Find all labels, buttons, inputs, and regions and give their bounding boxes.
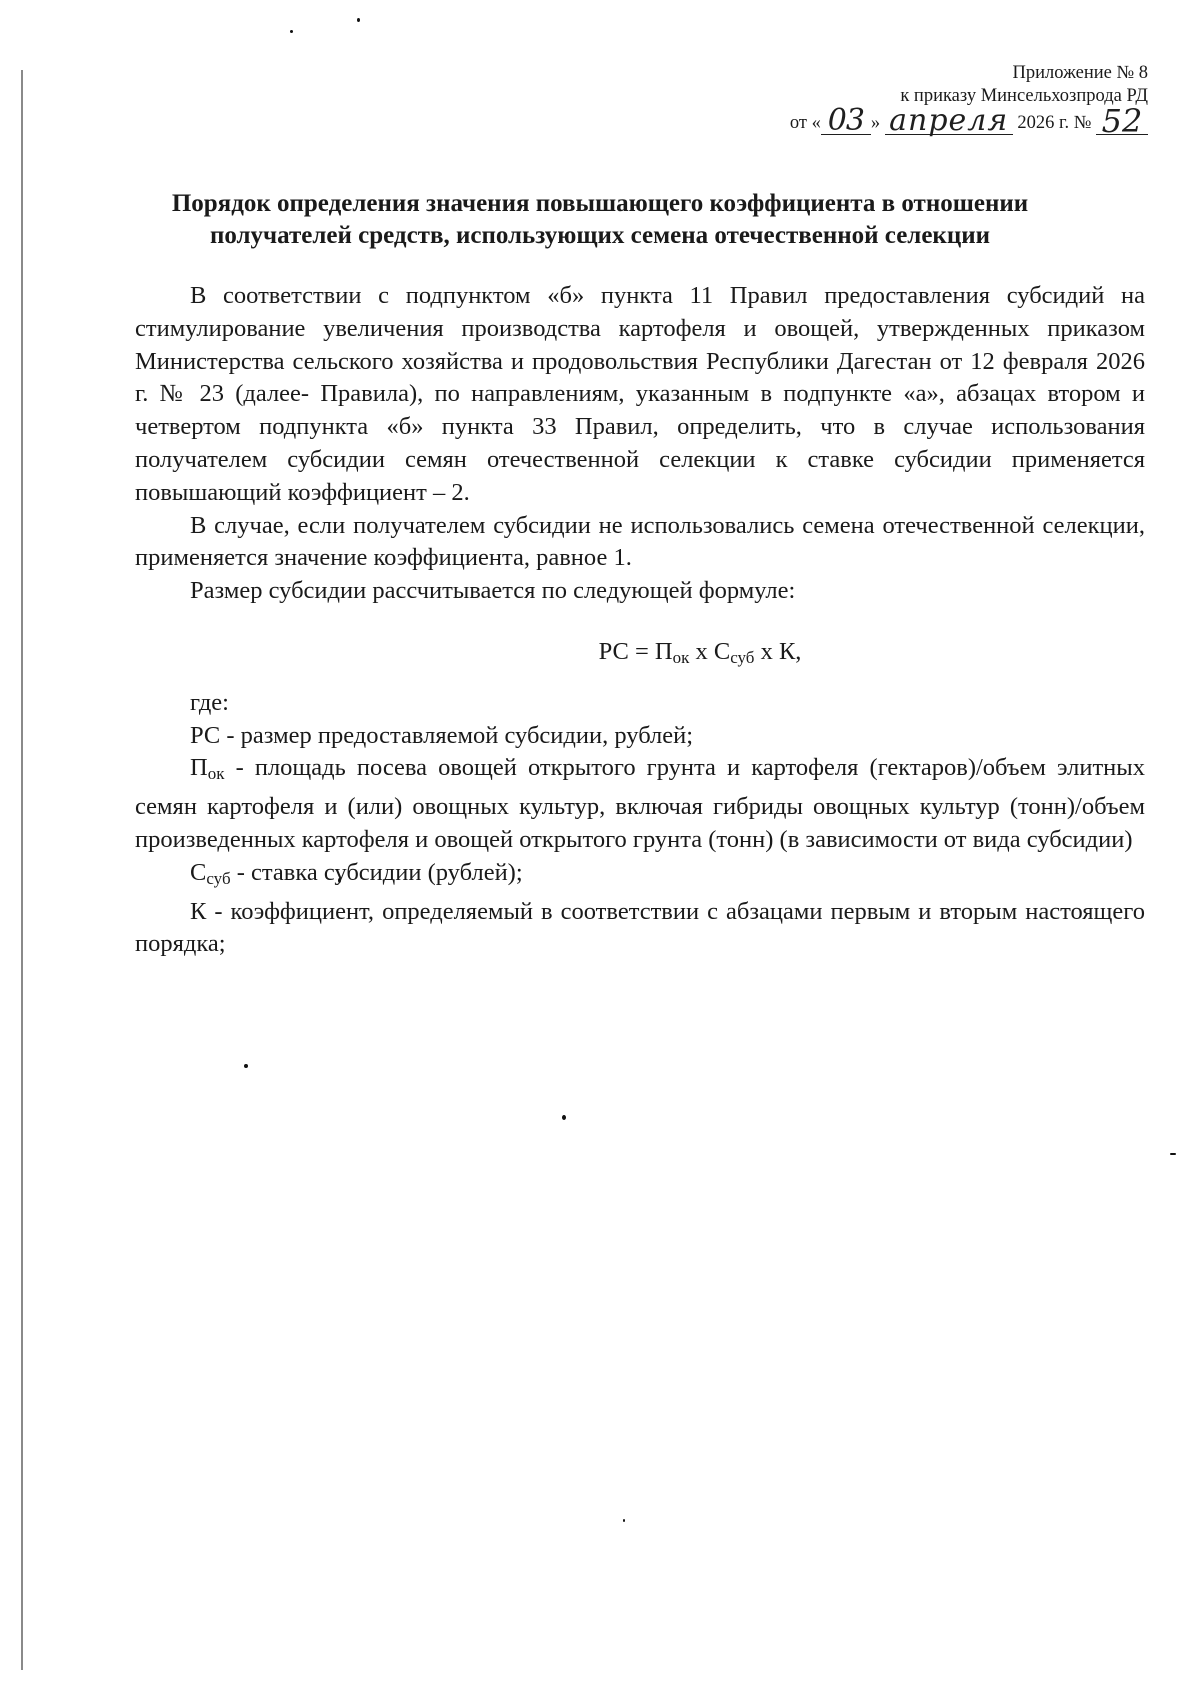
title-line-1: Порядок определения значения повышающего коэффициента в отношении: [171, 190, 1029, 217]
title-line-2: получателей средств, использующих семена отечественной селекции: [209, 222, 991, 249]
appendix-header: [728, 62, 1148, 140]
scan-speck: [357, 18, 360, 22]
scan-speck: [1170, 1153, 1176, 1155]
paragraph-1: В соответствии с подпунктом «б» пункта 11 Правил предоставления субсидий на стимулирование увеличения производства картофеля и овощей, утвержденных приказом Министерства сельского хозяйства и продовольствия Республики Дагестан от 12 февраля 2026 г. № 23 (далее- Правила), по направлениям, указанным в подпункте «а», абзацах втором и четвертом подпункта «б» пункта 33 Правил, определить, что в случае использования получателем субсидии семян отечественной селекции к ставке субсидии применяется повышающий коэффициент – 2.: [135, 282, 1145, 506]
formula-sub-sub: суб: [730, 647, 755, 667]
formula-mid: х С: [689, 637, 731, 665]
scan-speck: [290, 30, 293, 33]
date-year: 2026 г. №: [1017, 113, 1092, 133]
where-label: где:: [190, 688, 229, 716]
scan-left-edge: [21, 70, 23, 1670]
definition-c-subscript: суб: [206, 868, 231, 888]
definition-rs: РС - размер предоставляемой субсидии, рублей;: [190, 721, 694, 749]
paragraph-3: Размер субсидии рассчитывается по следующей формуле:: [190, 577, 796, 605]
scan-speck: [244, 1064, 248, 1068]
definition-c-text: - ставка субсидии (рублей);: [230, 858, 523, 886]
handwritten-day: 03: [821, 108, 871, 135]
document-body: [135, 280, 1145, 961]
handwritten-order-number: 52: [1096, 108, 1148, 135]
definition-p: [135, 752, 1145, 856]
date-prefix: от «: [789, 113, 821, 133]
order-reference: к приказу Минсельхозпрода РД: [900, 86, 1148, 106]
definition-p-text: - площадь посева овощей открытого грунта и картофеля (гектаров)/объем элитных семян картофеля и (или) овощных культур, включая гибриды овощных культур (тонн)/объем произведенных картофеля и овощей открытого грунта (тонн) (в зависимости от вида субсидии): [135, 754, 1145, 853]
formula-rhs: х К,: [754, 637, 802, 665]
date-quote-close: »: [870, 113, 881, 133]
paragraph-2: В случае, если получателем субсидии не использовались семена отечественной селекции, применяется значение коэффициента, равное 1.: [135, 511, 1145, 572]
definition-c: [135, 857, 1145, 896]
definition-p-symbol: П: [190, 754, 208, 782]
handwritten-month: апреля: [885, 108, 1013, 135]
definition-c-symbol: С: [190, 858, 207, 886]
formula-sub-ok: ок: [672, 647, 690, 667]
formula: [135, 636, 1145, 675]
scan-speck: [623, 1519, 625, 1522]
document-title: [100, 188, 1100, 252]
definition-k: К - коэффициент, определяемый в соответствии с абзацами первым и вторым настоящего порядка;: [135, 897, 1145, 958]
scan-speck: [562, 1115, 566, 1120]
formula-lhs: РС = П: [598, 637, 673, 665]
order-date-line: [728, 102, 1148, 140]
appendix-label: Приложение № 8: [1012, 63, 1148, 83]
definition-p-subscript: ок: [207, 764, 225, 784]
